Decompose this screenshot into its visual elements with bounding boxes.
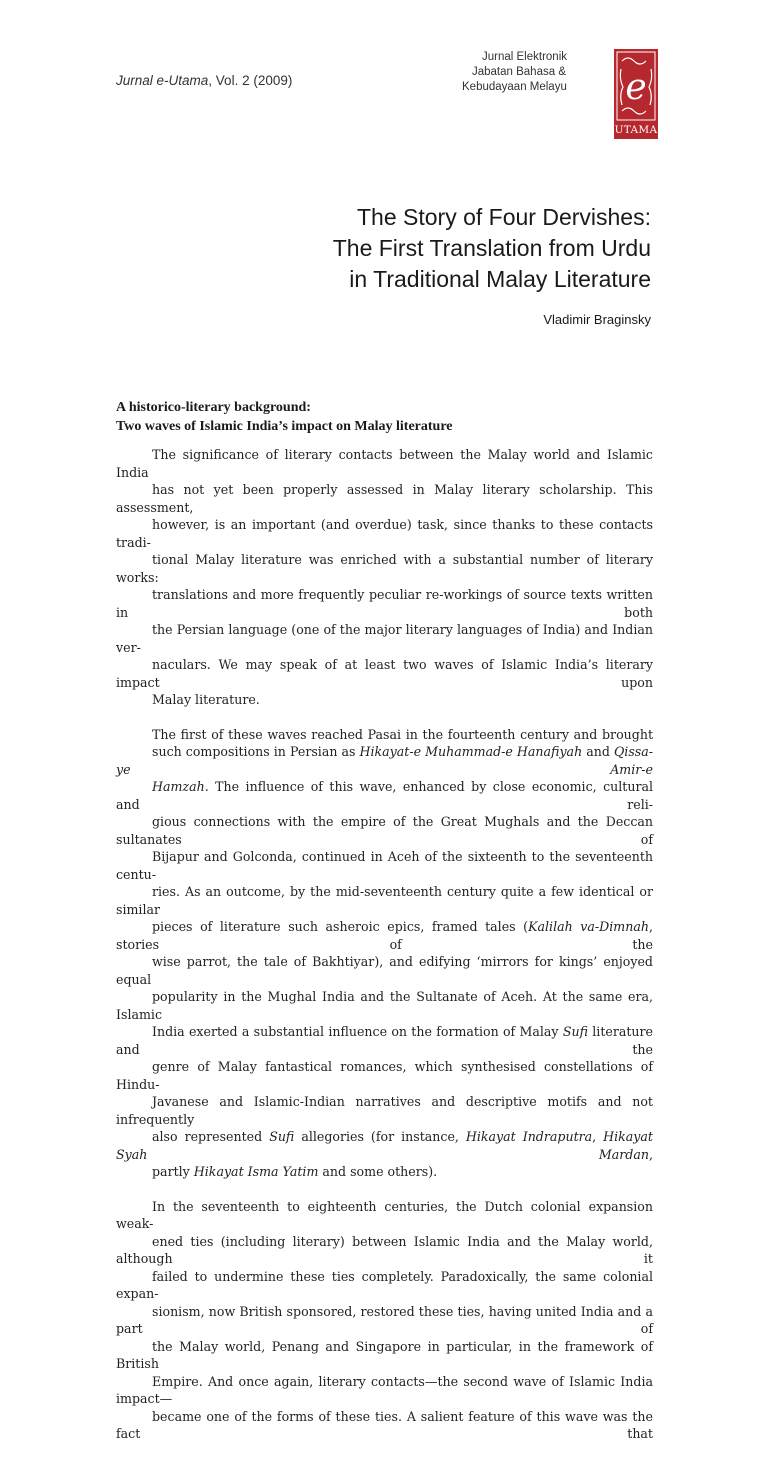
logo-text: UTAMA: [614, 124, 658, 136]
text-line: The first of these waves reached Pasai in the fourteenth century and brought: [152, 726, 653, 742]
text-line: the Persian language (one of the major literary languages of India) and Indian ver-: [116, 622, 653, 655]
text-line: partly Hikayat Isma Yatim and some others).: [152, 1164, 438, 1179]
text-line: Empire. And once again, literary contacts—the second wave of Islamic India impact—: [116, 1373, 653, 1406]
text-line: Hamzah. The influence of this wave, enhanced by close economic, cultural and reli-: [116, 779, 653, 812]
title-line-3: in Traditional Malay Literature: [349, 266, 651, 292]
section-heading-line-2: Two waves of Islamic India’s impact on Malay literature: [116, 419, 453, 434]
svg-text:e: e: [625, 67, 647, 108]
text-line: naculars. We may speak of at least two waves of Islamic India’s literary impact upon: [116, 657, 653, 690]
title-line-2: The First Translation from Urdu: [332, 235, 651, 261]
text-line: has not yet been properly assessed in Malay literary scholarship. This assessment,: [116, 482, 653, 515]
journal-volume: , Vol. 2 (2009): [208, 73, 293, 88]
text-line: became one of the forms of these ties. A salient feature of this wave was the fact that: [116, 1408, 653, 1441]
text-line: such compositions in Persian as Hikayat-e Muhammad-e Hanafiyah and Qissa-ye Amir-e: [116, 744, 654, 777]
paragraph-3: [116, 1198, 653, 1443]
masthead-line-3: Kebudayaan Melayu: [462, 81, 567, 93]
text-line: genre of Malay fantastical romances, which synthesised constellations of Hindu-: [116, 1059, 653, 1092]
text-line: ries. As an outcome, by the mid-seventeenth century quite a few identical or similar: [116, 884, 653, 917]
text-line: Bijapur and Golconda, continued in Aceh of the sixteenth to the seventeenth centu-: [116, 849, 653, 882]
text-line: In the seventeenth to eighteenth centuries, the Dutch colonial expansion weak-: [116, 1198, 653, 1231]
e-utama-logo: [614, 49, 658, 139]
author-name: Vladimir Braginsky: [543, 312, 651, 327]
text-line: gious connections with the empire of the Great Mughals and the Deccan sultanates of: [116, 814, 653, 847]
section-heading-line-1: A historico-literary background:: [116, 400, 311, 415]
paper-title: [131, 202, 651, 295]
text-line: also represented Sufi allegories (for instance, Hikayat Indraputra, Hikayat Syah Mardan,: [116, 1129, 653, 1162]
paragraph-1: [116, 446, 653, 709]
text-line: failed to undermine these ties completely. Paradoxically, the same colonial expan-: [116, 1268, 653, 1301]
journal-masthead: [456, 50, 606, 95]
text-line: ened ties (including literary) between Islamic India and the Malay world, although it: [116, 1233, 653, 1266]
masthead-line-2: Jabatan Bahasa &: [472, 66, 566, 78]
text-line: Javanese and Islamic-Indian narratives and descriptive motifs and not infrequently: [116, 1094, 653, 1127]
journal-reference: [116, 73, 292, 88]
text-line: translations and more frequently peculiar re-workings of source texts written in both: [116, 587, 653, 620]
text-line: however, is an important (and overdue) task, since thanks to these contacts tradi-: [116, 517, 653, 550]
paragraph-2: [116, 726, 653, 1181]
text-line: wise parrot, the tale of Bakhtiyar), and edifying ‘mirrors for kings’ enjoyed equal: [116, 954, 653, 987]
title-line-1: The Story of Four Dervishes:: [357, 204, 651, 230]
section-heading: [116, 398, 656, 436]
journal-name: Jurnal e-Utama: [116, 73, 209, 88]
text-line: sionism, now British sponsored, restored these ties, having united India and a part of: [116, 1303, 653, 1336]
text-line: India exerted a substantial influence on the formation of Malay Sufi literature and the: [116, 1024, 654, 1057]
text-line: Malay literature.: [152, 692, 260, 707]
text-line: The significance of literary contacts between the Malay world and Islamic India: [116, 447, 653, 480]
text-line: popularity in the Mughal India and the Sultanate of Aceh. At the same era, Islamic: [116, 989, 653, 1022]
text-line: tional Malay literature was enriched with a substantial number of literary works:: [116, 552, 653, 585]
masthead-line-1: Jurnal Elektronik: [482, 51, 568, 63]
text-line: pieces of literature such asheroic epics, framed tales (Kalilah va-Dimnah, stories of the: [116, 919, 653, 952]
text-line: the Malay world, Penang and Singapore in particular, in the framework of British: [116, 1338, 653, 1371]
body-text: [116, 446, 653, 1460]
